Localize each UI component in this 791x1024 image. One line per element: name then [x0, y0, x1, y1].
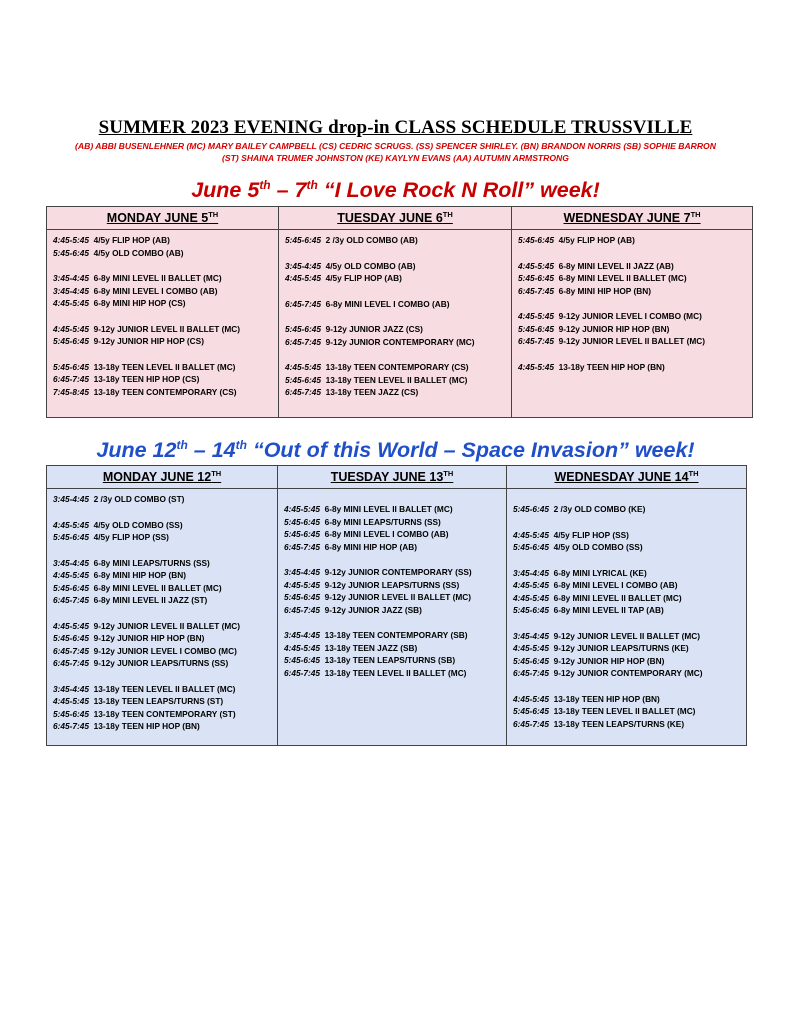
class-name: 6-8y MINI HIP HOP (BN) — [93, 570, 186, 580]
class-time: 6:45-7:45 — [513, 718, 549, 729]
week-2-header-row — [47, 466, 747, 489]
week-2-body-row — [47, 489, 747, 746]
class-name: 13-18y TEEN LEVEL II BALLET (MC) — [93, 683, 236, 694]
class-time: 4:45-5:45 — [513, 643, 549, 653]
group-spacer — [285, 348, 505, 361]
class-entry — [518, 272, 746, 285]
class-entry — [285, 336, 505, 349]
class-entry — [53, 708, 271, 721]
class-time: 6:45-7:45 — [285, 336, 321, 347]
class-name: 9-12y JUNIOR JAZZ (CS) — [325, 324, 423, 334]
class-entry — [513, 655, 740, 668]
group-spacer — [518, 247, 746, 260]
class-entry — [513, 541, 740, 554]
class-list — [512, 230, 752, 377]
class-name: 13-18y TEEN HIP HOP (CS) — [93, 374, 200, 384]
class-time: 5:45-6:45 — [513, 655, 549, 666]
class-name: 4/5y OLD COMBO (AB) — [93, 247, 184, 258]
class-entry — [518, 234, 746, 247]
class-time: 5:45-6:45 — [53, 361, 89, 372]
class-name: 13-18y TEEN LEAPS/TURNS (ST) — [93, 696, 224, 706]
class-time: 6:45-7:45 — [53, 721, 89, 731]
class-name: 4/5y OLD COMBO (SS) — [93, 519, 183, 530]
class-entry — [53, 582, 271, 595]
class-name: 6-8y MINI LEVEL II BALLET (MC) — [558, 273, 687, 283]
class-time: 6:45-7:45 — [518, 285, 554, 296]
class-name: 6-8y MINI LYRICAL (KE) — [553, 567, 647, 578]
class-name: 9-12y JUNIOR HIP HOP (CS) — [93, 336, 204, 346]
class-time: 3:45-4:45 — [53, 557, 89, 568]
class-time: 4:45-5:45 — [513, 693, 549, 704]
class-entry — [53, 531, 271, 544]
class-name: 6-8y MINI LEVEL I COMBO (AB) — [93, 285, 218, 296]
class-time: 6:45-7:45 — [513, 668, 549, 678]
class-name: 6-8y MINI LEVEL I COMBO (AB) — [325, 298, 450, 309]
day-header-monday: MONDAY JUNE 12TH — [47, 466, 278, 489]
class-name: 6-8y MINI LEVEL II BALLET (MC) — [93, 582, 222, 593]
page-title: SUMMER 2023 EVENING drop-in CLASS SCHEDULE TRUSSVILLE — [98, 117, 693, 138]
class-entry — [285, 386, 505, 399]
class-name: 13-18y TEEN JAZZ (CS) — [325, 387, 419, 397]
class-entry — [513, 705, 740, 718]
class-entry — [285, 374, 505, 387]
class-name: 6-8y MINI LEVEL II JAZZ (ST) — [93, 595, 208, 605]
class-name: 9-12y JUNIOR CONTEMPORARY (SS) — [324, 567, 472, 577]
class-entry — [53, 632, 271, 645]
class-entry — [518, 361, 746, 374]
class-name: 2 /3y OLD COMBO (AB) — [325, 235, 418, 245]
class-name: 6-8y MINI LEAPS/TURNS (SS) — [93, 557, 210, 568]
class-time: 6:45-7:45 — [285, 387, 321, 397]
class-entry — [513, 642, 740, 655]
class-name: 9-12y JUNIOR LEVEL I COMBO (MC) — [93, 645, 237, 656]
class-name: 13-18y TEEN LEAPS/TURNS (KE) — [553, 718, 685, 729]
class-entry — [284, 667, 500, 680]
week-2-schedule-table — [46, 465, 747, 746]
class-name: 9-12y JUNIOR JAZZ (SB) — [324, 604, 422, 615]
group-spacer — [513, 516, 740, 529]
class-entry — [513, 503, 740, 516]
class-time: 4:45-5:45 — [53, 298, 89, 308]
class-entry — [513, 667, 740, 680]
class-time: 6:45-7:45 — [284, 604, 320, 615]
day-cell-wednesday — [507, 489, 747, 746]
class-entry — [53, 645, 271, 658]
class-name: 13-18y TEEN CONTEMPORARY (CS) — [93, 386, 237, 397]
class-time: 4:45-5:45 — [518, 361, 554, 372]
class-name: 4/5y FLIP HOP (SS) — [93, 532, 169, 542]
class-name: 9-12y JUNIOR CONTEMPORARY (MC) — [325, 336, 475, 347]
class-time: 5:45-6:45 — [285, 324, 321, 334]
class-name: 4/5y OLD COMBO (AB) — [325, 260, 416, 271]
class-time: 3:45-4:45 — [53, 494, 89, 504]
class-entry — [53, 493, 271, 506]
class-time: 4:45-5:45 — [518, 311, 554, 321]
class-entry — [53, 594, 271, 607]
class-name: 2 /3y OLD COMBO (KE) — [553, 504, 646, 514]
class-time: 6:45-7:45 — [284, 541, 320, 552]
class-name: 6-8y MINI LEVEL I COMBO (AB) — [324, 529, 449, 539]
class-entry — [53, 323, 272, 336]
class-time: 5:45-6:45 — [284, 592, 320, 602]
day-header-wednesday: WEDNESDAY JUNE 7TH — [512, 207, 753, 230]
day-cell-wednesday — [512, 230, 753, 418]
class-time: 7:45-8:45 — [53, 386, 89, 397]
class-entry — [513, 718, 740, 731]
group-spacer — [53, 259, 272, 272]
class-time: 4:45-5:45 — [53, 570, 89, 580]
class-entry — [53, 234, 272, 247]
class-time: 5:45-6:45 — [513, 504, 549, 514]
class-entry — [284, 591, 500, 604]
class-name: 13-18y TEEN LEVEL II BALLET (MC) — [324, 667, 467, 678]
class-name: 4/5y OLD COMBO (SS) — [553, 542, 643, 552]
class-entry — [53, 386, 272, 399]
class-time: 4:45-5:45 — [53, 323, 89, 334]
instructor-legend-line-2: (ST) SHAINA TRUMER JOHNSTON (KE) KAYLYN EVANS (AA) AUTUMN ARMSTRONG — [222, 153, 569, 163]
class-entry — [513, 693, 740, 706]
class-time: 5:45-6:45 — [53, 708, 89, 719]
group-spacer — [513, 617, 740, 630]
class-name: 9-12y JUNIOR LEVEL I COMBO (MC) — [558, 311, 702, 321]
class-name: 6-8y MINI LEAPS/TURNS (SS) — [324, 516, 441, 527]
class-entry — [53, 373, 272, 386]
class-name: 9-12y JUNIOR HIP HOP (BN) — [558, 323, 670, 334]
class-entry — [513, 592, 740, 605]
class-name: 6-8y MINI LEVEL II BALLET (MC) — [93, 273, 222, 283]
class-time: 4:45-5:45 — [513, 529, 549, 540]
day-header-wednesday: WEDNESDAY JUNE 14TH — [507, 466, 747, 489]
class-entry — [53, 285, 272, 298]
class-name: 9-12y JUNIOR LEVEL II BALLET (MC) — [93, 323, 241, 334]
class-list — [507, 489, 746, 734]
class-entry — [53, 335, 272, 348]
class-entry — [53, 297, 272, 310]
week-1-schedule-table — [46, 206, 753, 418]
day-header-tuesday: TUESDAY JUNE 6TH — [279, 207, 512, 230]
group-spacer — [284, 616, 500, 629]
class-list — [47, 489, 277, 737]
class-time: 4:45-5:45 — [284, 642, 320, 653]
class-name: 9-12y JUNIOR LEVEL II BALLET (MC) — [558, 336, 706, 346]
class-name: 13-18y TEEN JAZZ (SB) — [324, 642, 418, 653]
group-spacer — [285, 310, 505, 323]
class-entry — [53, 361, 272, 374]
class-time: 5:45-6:45 — [285, 235, 321, 245]
class-list — [279, 230, 511, 403]
group-spacer — [513, 554, 740, 567]
class-name: 6-8y MINI LEVEL II JAZZ (AB) — [558, 260, 674, 271]
class-name: 2 /3y OLD COMBO (ST) — [93, 494, 185, 504]
class-entry — [285, 361, 505, 374]
class-name: 4/5y FLIP HOP (AB) — [325, 273, 402, 283]
class-entry — [513, 529, 740, 542]
class-time: 6:45-7:45 — [284, 667, 320, 678]
class-name: 13-18y TEEN LEAPS/TURNS (SB) — [324, 655, 456, 665]
class-entry — [285, 260, 505, 273]
class-entry — [518, 323, 746, 336]
class-name: 13-18y TEEN CONTEMPORARY (SB) — [324, 630, 468, 640]
class-time: 5:45-6:45 — [53, 633, 89, 643]
class-entry — [285, 272, 505, 285]
class-time: 6:45-7:45 — [518, 336, 554, 346]
class-entry — [53, 657, 271, 670]
class-entry — [284, 528, 500, 541]
group-spacer — [53, 348, 272, 361]
class-entry — [518, 260, 746, 273]
class-name: 9-12y JUNIOR LEAPS/TURNS (SS) — [93, 658, 229, 668]
group-spacer — [518, 297, 746, 310]
day-cell-tuesday — [278, 489, 507, 746]
group-spacer — [285, 247, 505, 260]
class-list — [47, 230, 278, 402]
class-name: 6-8y MINI HIP HOP (BN) — [558, 285, 651, 296]
class-time: 3:45-4:45 — [53, 683, 89, 694]
week-1-header-row — [47, 207, 753, 230]
class-entry — [284, 654, 500, 667]
class-entry — [284, 503, 500, 516]
class-time: 5:45-6:45 — [284, 516, 320, 527]
class-name: 6-8y MINI HIP HOP (CS) — [93, 298, 186, 308]
class-time: 3:45-4:45 — [285, 260, 321, 271]
class-entry — [53, 247, 272, 260]
class-entry — [518, 310, 746, 323]
class-time: 4:45-5:45 — [513, 592, 549, 603]
class-name: 6-8y MINI LEVEL II TAP (AB) — [553, 605, 664, 615]
class-entry — [53, 720, 271, 733]
group-spacer — [53, 506, 271, 519]
class-time: 5:45-6:45 — [518, 323, 554, 334]
class-name: 4/5y FLIP HOP (SS) — [553, 529, 629, 540]
class-time: 3:45-4:45 — [513, 630, 549, 641]
class-time: 3:45-4:45 — [284, 630, 320, 640]
class-time: 5:45-6:45 — [53, 336, 89, 346]
group-spacer — [518, 348, 746, 361]
class-name: 13-18y TEEN LEVEL II BALLET (MC) — [553, 706, 696, 716]
class-entry — [284, 604, 500, 617]
day-header-tuesday: TUESDAY JUNE 13TH — [278, 466, 507, 489]
day-cell-monday — [47, 489, 278, 746]
day-header-monday: MONDAY JUNE 5TH — [47, 207, 279, 230]
class-entry — [513, 579, 740, 592]
class-time: 5:45-6:45 — [53, 582, 89, 593]
week-1-title: June 5th – 7th “I Love Rock N Roll” week! — [191, 177, 600, 202]
week-2-title: June 12th – 14th “Out of this World – Space Invasion” week! — [96, 437, 695, 462]
class-entry — [285, 298, 505, 311]
class-entry — [284, 516, 500, 529]
class-entry — [513, 604, 740, 617]
class-name: 13-18y TEEN HIP HOP (BN) — [553, 693, 660, 704]
class-time: 5:45-6:45 — [513, 542, 549, 552]
class-entry — [284, 642, 500, 655]
class-time: 4:45-5:45 — [53, 235, 89, 245]
class-name: 6-8y MINI LEVEL II BALLET (MC) — [553, 592, 682, 603]
class-entry — [53, 557, 271, 570]
class-name: 9-12y JUNIOR LEVEL II BALLET (MC) — [93, 620, 241, 631]
group-spacer — [284, 553, 500, 566]
class-time: 3:45-4:45 — [513, 567, 549, 578]
class-entry — [284, 541, 500, 554]
class-time: 4:45-5:45 — [513, 580, 549, 590]
class-time: 5:45-6:45 — [53, 532, 89, 542]
class-time: 4:45-5:45 — [285, 273, 321, 283]
class-entry — [518, 285, 746, 298]
class-entry — [285, 234, 505, 247]
class-list — [278, 489, 506, 683]
class-time: 6:45-7:45 — [53, 645, 89, 656]
class-name: 6-8y MINI LEVEL I COMBO (AB) — [553, 580, 678, 590]
class-time: 4:45-5:45 — [284, 579, 320, 590]
class-name: 9-12y JUNIOR HIP HOP (BN) — [553, 655, 665, 666]
class-name: 6-8y MINI HIP HOP (AB) — [324, 541, 417, 552]
class-time: 5:45-6:45 — [285, 374, 321, 385]
class-time: 4:45-5:45 — [518, 260, 554, 271]
class-entry — [284, 629, 500, 642]
class-time: 5:45-6:45 — [284, 655, 320, 665]
class-name: 13-18y TEEN LEVEL II BALLET (MC) — [325, 374, 468, 385]
class-name: 13-18y TEEN HIP HOP (BN) — [558, 361, 665, 372]
class-entry — [53, 620, 271, 633]
week-1-body-row — [47, 230, 753, 418]
class-time: 4:45-5:45 — [53, 519, 89, 530]
group-spacer — [513, 680, 740, 693]
class-entry — [53, 519, 271, 532]
class-time: 4:45-5:45 — [284, 504, 320, 514]
class-name: 9-12y JUNIOR LEAPS/TURNS (KE) — [553, 643, 689, 653]
class-time: 5:45-6:45 — [513, 706, 549, 716]
class-time: 3:45-4:45 — [53, 273, 89, 283]
class-entry — [284, 579, 500, 592]
class-time: 6:45-7:45 — [53, 595, 89, 605]
class-entry — [53, 569, 271, 582]
group-spacer — [53, 607, 271, 620]
class-name: 6-8y MINI LEVEL II BALLET (MC) — [324, 504, 453, 514]
day-cell-monday — [47, 230, 279, 418]
class-name: 9-12y JUNIOR HIP HOP (BN) — [93, 633, 205, 643]
group-spacer — [53, 544, 271, 557]
class-entry — [53, 272, 272, 285]
class-name: 13-18y TEEN LEVEL II BALLET (MC) — [93, 361, 236, 372]
class-name: 13-18y TEEN CONTEMPORARY (CS) — [325, 362, 469, 372]
group-spacer — [53, 670, 271, 683]
class-time: 5:45-6:45 — [518, 273, 554, 283]
class-name: 9-12y JUNIOR CONTEMPORARY (MC) — [553, 668, 703, 678]
class-time: 3:45-4:45 — [284, 567, 320, 577]
class-name: 13-18y TEEN CONTEMPORARY (ST) — [93, 708, 236, 719]
class-time: 5:45-6:45 — [513, 605, 549, 615]
class-time: 6:45-7:45 — [53, 374, 89, 384]
class-name: 13-18y TEEN HIP HOP (BN) — [93, 721, 200, 731]
day-cell-tuesday — [279, 230, 512, 418]
class-name: 9-12y JUNIOR LEAPS/TURNS (SS) — [324, 579, 460, 590]
class-time: 5:45-6:45 — [284, 529, 320, 539]
class-entry — [518, 335, 746, 348]
class-name: 4/5y FLIP HOP (AB) — [558, 235, 635, 245]
class-entry — [285, 323, 505, 336]
class-entry — [53, 695, 271, 708]
class-time: 4:45-5:45 — [53, 620, 89, 631]
class-entry — [53, 683, 271, 696]
class-time: 6:45-7:45 — [53, 658, 89, 668]
class-time: 5:45-6:45 — [53, 247, 89, 258]
class-time: 4:45-5:45 — [53, 696, 89, 706]
class-entry — [284, 566, 500, 579]
class-name: 4/5y FLIP HOP (AB) — [93, 235, 170, 245]
class-time: 6:45-7:45 — [285, 298, 321, 309]
class-name: 9-12y JUNIOR LEVEL II BALLET (MC) — [324, 592, 472, 602]
group-spacer — [285, 285, 505, 298]
class-entry — [513, 567, 740, 580]
class-time: 5:45-6:45 — [518, 235, 554, 245]
class-entry — [513, 630, 740, 643]
instructor-legend-line-1: (AB) ABBI BUSENLEHNER (MC) MARY BAILEY CAMPBELL (CS) CEDRIC SCRUGS. (SS) SPENCER SHIRLEY. (BN) BRANDON NORRIS (SB) SOPHIE BARRON — [75, 141, 716, 151]
group-spacer — [53, 310, 272, 323]
class-time: 3:45-4:45 — [53, 285, 89, 296]
class-time: 4:45-5:45 — [285, 362, 321, 372]
class-name: 9-12y JUNIOR LEVEL II BALLET (MC) — [553, 630, 701, 641]
